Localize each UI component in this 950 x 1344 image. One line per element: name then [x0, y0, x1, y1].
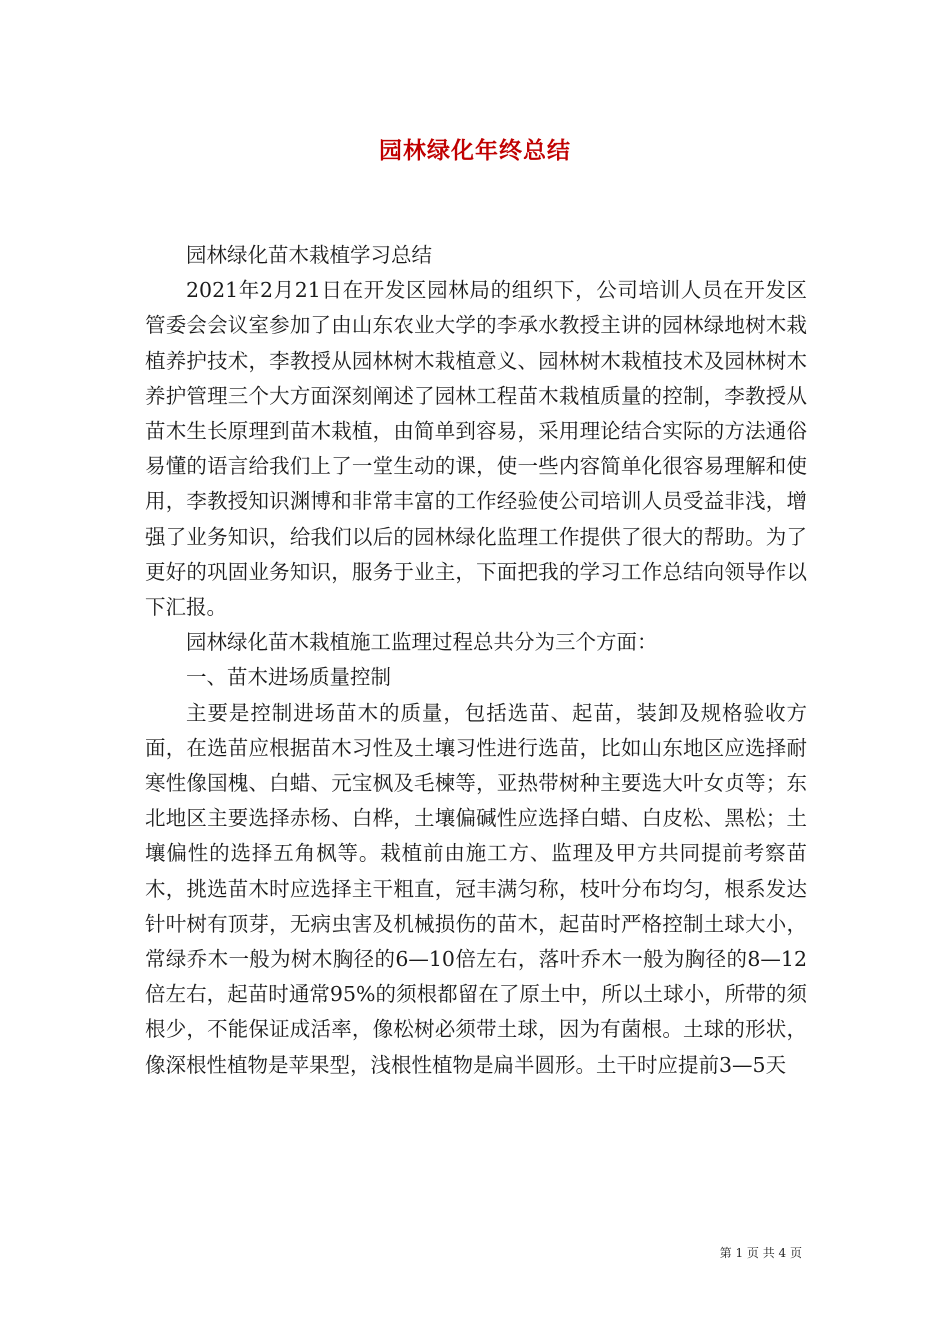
- overview-paragraph: 园林绿化苗木栽植施工监理过程总共分为三个方面：: [186, 630, 658, 655]
- section-heading: 一、苗木进场质量控制: [186, 665, 391, 690]
- body-paragraph: 主要是控制进场苗木的质量，包括选苗、起苗，装卸及规格验收方面，在选苗应根据苗木习性及土壤习性进行选苗，比如山东地区应选择耐寒性像国槐、白蜡、元宝枫及毛楝等，亚热带树种主要选大叶女贞等；东北地区主要选择赤杨、白桦，土壤偏碱性应选择白蜡、白皮松、黑松；土壤偏性的选择五角枫等。栽植前由施工方、监理及甲方共同提前考察苗木，挑选苗木时应选择主干粗直，冠丰满匀称，枝叶分布均匀，根系发达针叶树有顶芽，无病虫害及机械损伤的苗木，起苗时严格控制土球大小，常绿乔木一般为树木胸径的6—10倍左右，落叶乔木一般为胸径的8—12倍左右，起苗时通常95%的须根都留在了原土中，所以土球小，所带的须根少，不能保证成活率，像松树必须带土球，因为有菌根。土球的形状，像深根性植物是苹果型，浅根性植物是扁半圆形。土干时应提前3—5天: [145, 700, 807, 1077]
- intro-paragraph: 2021年2月21日在开发区园林局的组织下，公司培训人员在开发区管委会会议室参加了由山东农业大学的李承水教授主讲的园林绿地树木栽植养护技术，李教授从园林树木栽植意义、园林树木栽植技术及园林树木养护管理三个大方面深刻阐述了园林工程苗木栽植质量的控制，李教授从苗木生长原理到苗木栽植，由简单到容易，采用理论结合实际的方法通俗易懂的语言给我们上了一堂生动的课，使一些内容简单化很容易理解和使用，李教授知识渊博和非常丰富的工作经验使公司培训人员受益非浅，增强了业务知识，给我们以后的园林绿化监理工作提供了很大的帮助。为了更好的巩固业务知识，服务于业主，下面把我的学习工作总结向领导作以下汇报。: [145, 278, 807, 620]
- section-subtitle: 园林绿化苗木栽植学习总结: [186, 243, 432, 267]
- page-number: 第 1 页 共 4 页: [719, 1246, 802, 1260]
- document-body: [145, 238, 807, 1083]
- document-title: 园林绿化年终总结: [379, 137, 571, 164]
